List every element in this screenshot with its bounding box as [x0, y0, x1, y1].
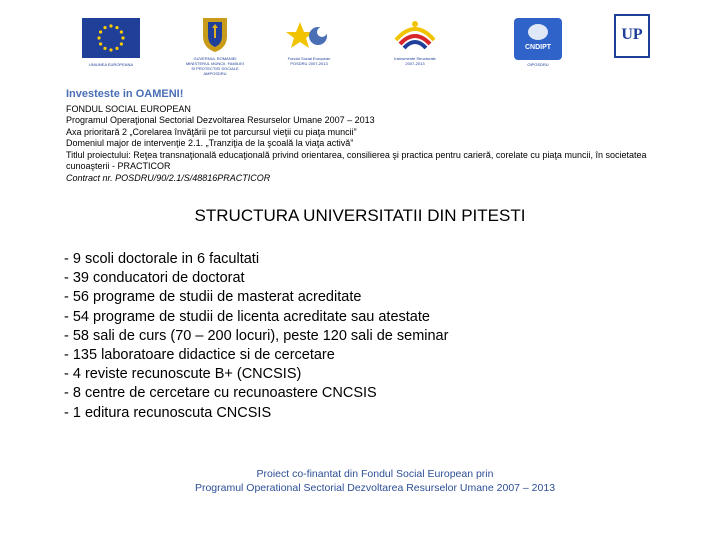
- fse-logo: [286, 18, 332, 54]
- programme-name: Programul Operaţional Sectorial Dezvoltarea Resurselor Umane 2007 – 2013: [66, 115, 375, 125]
- priority-axis: Axa prioritară 2 „Corelarea învăţării pe tot parcursul vieţii cu piaţa muncii”: [66, 126, 357, 137]
- cndipt-logo: [514, 18, 562, 60]
- instrumente-structurale-logo: [392, 16, 438, 54]
- fund-name: FONDUL SOCIAL EUROPEAN: [66, 103, 191, 114]
- intervention-domain: Domeniul major de intervenţie 2.1. „Tranziţia de la şcoală la viaţa activă”: [66, 138, 354, 148]
- page-title: STRUCTURA UNIVERSITATII DIN PITESTI: [194, 206, 526, 225]
- list-item: - 8 centre de cercetare cu recunoastere CNCSIS: [64, 385, 377, 402]
- eu-star-icon: [120, 30, 123, 33]
- eu-star-icon: [109, 24, 112, 27]
- university-pitesti-logo: [614, 14, 650, 58]
- romania-logo-caption: GUVERNUL ROMANIEI MINISTERUL MUNCII, FAMILIEI SI PROTECTIEI SOCIALE AMPOSDRU: [185, 56, 245, 76]
- eu-star-icon: [120, 42, 123, 45]
- eu-star-icon: [109, 48, 112, 51]
- contract-number: Contract nr. POSDRU/90/2.1/S/48816PRACTICOR: [66, 172, 271, 183]
- eu-star-icon: [99, 42, 102, 45]
- list-item: - 54 programe de studii de licenta acreditate sau atestate: [64, 308, 430, 325]
- list-item: - 39 conducatori de doctorat: [64, 270, 245, 287]
- eu-logo-caption: UNIUNEA EUROPEANA: [88, 62, 133, 67]
- list-item: - 9 scoli doctorale in 6 facultati: [64, 251, 260, 267]
- structure-list: [64, 250, 448, 423]
- eu-star-icon: [99, 30, 102, 33]
- fse-logo-caption: Fondul Social European POSDRU 2007-2013: [287, 56, 331, 66]
- eu-star-icon: [103, 47, 106, 50]
- project-title: Titlul proiectului: Reţea transnaţională educaţională privind orientarea, consilierea şi practica pentru carieră, corelate cu piaţa muncii, în societatea cunoaşterii - PRACTICOR: [66, 149, 647, 171]
- list-item: - 135 laboratoare didactice si de cercetare: [64, 347, 335, 364]
- cofinancing-footer: [0, 467, 720, 495]
- instrumente-logo-caption: Instrumente Structurale 2007-2013: [394, 56, 436, 66]
- logo-strip: [0, 12, 720, 76]
- eu-star-icon: [97, 36, 100, 39]
- project-header: [66, 89, 686, 184]
- upit-logo-text: UP: [621, 26, 643, 43]
- list-item: - 1 editura recunoscuta CNCSIS: [64, 404, 272, 421]
- list-item: - 4 reviste recunoscute B+ (CNCSIS): [64, 366, 302, 383]
- eu-star-icon: [103, 26, 106, 29]
- footer-line-2: Programul Operational Sectorial Dezvoltarea Resurselor Umane 2007 – 2013: [194, 482, 556, 494]
- list-item: - 56 programe de studii de masterat acreditate: [64, 289, 362, 306]
- romania-coat-of-arms-logo: [200, 14, 230, 54]
- eu-flag-logo: [82, 18, 140, 58]
- slogan: Investeste in OAMENI!: [66, 88, 184, 100]
- eu-star-icon: [115, 47, 118, 50]
- eu-star-icon: [115, 26, 118, 29]
- cndipt-logo-text: CNDIPT: [524, 44, 552, 51]
- footer-line-1: Proiect co-finantat din Fondul Social European prin: [256, 468, 494, 480]
- list-item: - 58 sali de curs (70 – 200 locuri), peste 120 sali de seminar: [64, 327, 449, 344]
- eu-star-icon: [121, 36, 124, 39]
- cndipt-logo-caption: OIPOSDRU: [527, 62, 549, 67]
